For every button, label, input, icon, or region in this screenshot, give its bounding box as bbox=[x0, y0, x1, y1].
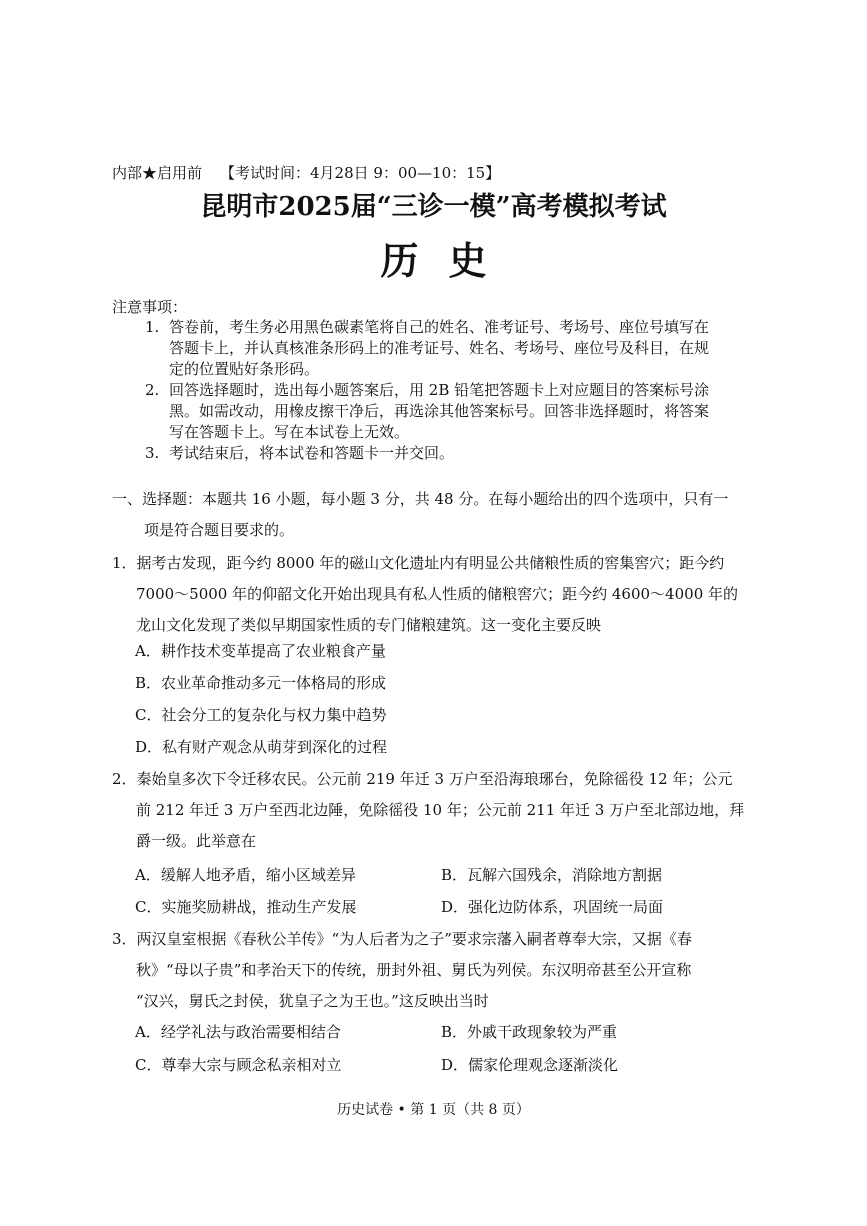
question-3-option-b[interactable]: B．外戚干政现象较为严重 bbox=[441, 1023, 618, 1041]
question-stem-line: 龙山文化发现了类似早期国家性质的专门储粮建筑。这一变化主要反映 bbox=[136, 616, 602, 634]
notice-line: 答卷前，考生务必用黑色碳素笔将自己的姓名、准考证号、考场号、座位号填写在 bbox=[169, 318, 710, 336]
question-2-option-d[interactable]: D．强化边防体系，巩固统一局面 bbox=[441, 898, 664, 916]
question-2-option-c[interactable]: C．实施奖励耕战，推动生产发展 bbox=[135, 898, 357, 916]
question-1-option-c[interactable]: C．社会分工的复杂化与权力集中趋势 bbox=[135, 706, 387, 724]
notice-line: 答题卡上，并认真核准条形码上的准考证号、姓名、考场号、座位号及科目，在规 bbox=[169, 339, 710, 357]
exam-time-label: 【考试时间：4月28日 9：00—10：15】 bbox=[220, 164, 501, 182]
notice-line: 黑。如需改动，用橡皮擦干净后，再选涂其他答案标号。回答非选择题时，将答案 bbox=[169, 402, 710, 420]
question-stem-line: 3．两汉皇室根据《春秋公羊传》“为人后者为之子”要求宗藩入嗣者尊奉大宗，又据《春 bbox=[112, 930, 692, 948]
question-2-option-b[interactable]: B．瓦解六国残余，消除地方割据 bbox=[441, 866, 663, 884]
notice-item-2 bbox=[145, 380, 765, 443]
question-1 bbox=[112, 548, 762, 641]
question-3 bbox=[112, 924, 762, 1017]
question-stem-line: 2．秦始皇多次下令迁移农民。公元前 219 年迁 3 万户至沿海琅琊台，免除徭役 12 年；公元 bbox=[112, 770, 733, 788]
notice-line: 回答选择题时，选出每小题答案后，用 2B 铅笔把答题卡上对应题目的答案标号涂 bbox=[169, 381, 710, 399]
page-footer: 历史试卷 • 第 1 页（共 8 页） bbox=[337, 1102, 530, 1118]
question-3-option-a[interactable]: A．经学礼法与政治需要相结合 bbox=[135, 1023, 341, 1041]
section-heading-line: 项是符合题目要求的。 bbox=[144, 521, 295, 539]
notice-line: 写在答题卡上。写在本试卷上无效。 bbox=[169, 423, 410, 441]
section-heading bbox=[112, 484, 762, 546]
confidential-label: 内部★启用前 bbox=[112, 164, 203, 182]
question-1-option-b[interactable]: B．农业革命推动多元一体格局的形成 bbox=[135, 674, 387, 692]
question-stem-line: 7000～5000 年的仰韶文化开始出现具有私人性质的储粮窖穴；距今约 4600～4000 年的 bbox=[136, 585, 739, 603]
question-1-option-d[interactable]: D．私有财产观念从萌芽到深化的过程 bbox=[135, 738, 388, 756]
exam-title: 昆明市2025届“三诊一模”高考模拟考试 bbox=[200, 192, 667, 222]
subject-title: 历史 bbox=[380, 238, 517, 283]
question-2-option-a[interactable]: A．缓解人地矛盾，缩小区域差异 bbox=[135, 866, 356, 884]
question-stem-line: “汉兴，舅氏之封侯，犹皇子之为王也。”这反映出当时 bbox=[136, 992, 489, 1010]
question-3-option-d[interactable]: D．儒家伦理观念逐渐淡化 bbox=[441, 1056, 619, 1074]
header-line bbox=[112, 162, 500, 183]
notice-line: 考试结束后，将本试卷和答题卡一并交回。 bbox=[169, 444, 455, 462]
notice-number: 2. bbox=[145, 381, 160, 399]
section-heading-line: 一、选择题：本题共 16 小题，每小题 3 分，共 48 分。在每小题给出的四个选项中，只有一 bbox=[112, 490, 729, 508]
notice-item-3 bbox=[145, 443, 765, 464]
question-stem-line: 爵一级。此举意在 bbox=[136, 832, 257, 850]
question-stem-line: 前 212 年迁 3 万户至西北边陲，免除徭役 10 年；公元前 211 年迁 3 万户至北部边地，拜 bbox=[136, 801, 745, 819]
question-2 bbox=[112, 764, 762, 857]
notice-item-1 bbox=[145, 317, 765, 380]
question-3-option-c[interactable]: C．尊奉大宗与顾念私亲相对立 bbox=[135, 1056, 342, 1074]
question-stem-line: 1．据考古发现，距今约 8000 年的磁山文化遗址内有明显公共储粮性质的窖集窖穴；距今约 bbox=[112, 554, 725, 572]
notice-heading: 注意事项： bbox=[112, 298, 188, 316]
notice-number: 3. bbox=[145, 444, 160, 462]
question-1-option-a[interactable]: A．耕作技术变革提高了农业粮食产量 bbox=[135, 642, 386, 660]
notice-number: 1. bbox=[145, 318, 160, 336]
question-stem-line: 秋》“母以子贵”和孝治天下的传统，册封外祖、舅氏为列侯。东汉明帝甚至公开宣称 bbox=[136, 961, 692, 979]
notice-line: 定的位置贴好条形码。 bbox=[169, 360, 320, 378]
